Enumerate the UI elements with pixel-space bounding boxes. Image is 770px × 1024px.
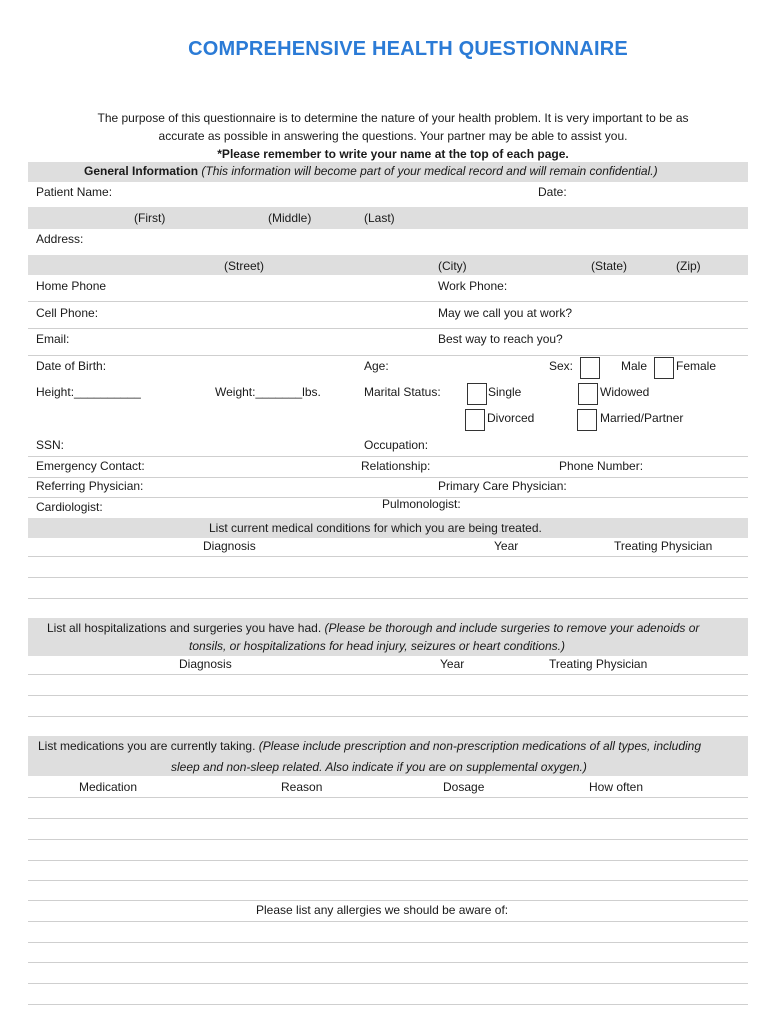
hospitalizations-heading: List all hospitalizations and surgeries you have had. (Please be thorough and include surgeries to remove your adenoids or xyxy=(47,621,700,635)
conditions-col-year: Year xyxy=(494,539,519,553)
divider xyxy=(28,942,748,943)
cardiologist-label: Cardiologist: xyxy=(36,500,103,514)
sex-female-checkbox[interactable] xyxy=(654,357,674,379)
male-label: Male xyxy=(621,359,648,373)
divider xyxy=(28,839,748,840)
conditions-col-diagnosis: Diagnosis xyxy=(203,539,256,553)
emergency-contact-label: Emergency Contact: xyxy=(36,459,145,473)
divider xyxy=(28,456,748,457)
sex-label: Sex: xyxy=(549,359,574,373)
hospitalizations-col-physician: Treating Physician xyxy=(549,657,648,671)
date-label: Date: xyxy=(538,185,567,199)
female-label: Female xyxy=(676,359,717,373)
divider xyxy=(28,880,748,881)
weight-label: Weight:_______lbs. xyxy=(215,385,321,399)
divider xyxy=(28,477,748,478)
divider xyxy=(28,818,748,819)
age-label: Age: xyxy=(364,359,389,373)
allergies-heading: Please list any allergies we should be aware of: xyxy=(256,903,509,917)
hospitalizations-col-diagnosis: Diagnosis xyxy=(179,657,232,671)
medications-col-medication: Medication xyxy=(79,780,138,794)
street-hint: (Street) xyxy=(224,259,265,273)
medications-col-how-often: How often xyxy=(589,780,644,794)
divider xyxy=(28,900,748,901)
divider xyxy=(28,983,748,984)
referring-physician-label: Referring Physician: xyxy=(36,479,144,493)
conditions-col-physician: Treating Physician xyxy=(614,539,713,553)
divider xyxy=(28,1004,748,1005)
marital-single-checkbox[interactable] xyxy=(467,383,487,405)
divider xyxy=(28,695,748,696)
middle-name-hint: (Middle) xyxy=(268,211,312,225)
divider xyxy=(28,716,748,717)
divider xyxy=(28,328,748,329)
medications-col-dosage: Dosage xyxy=(443,780,485,794)
cell-phone-label: Cell Phone: xyxy=(36,306,99,320)
ssn-label: SSN: xyxy=(36,438,65,452)
occupation-label: Occupation: xyxy=(364,438,429,452)
divider xyxy=(28,355,748,356)
call-at-work-label: May we call you at work? xyxy=(438,306,573,320)
intro-line-1: The purpose of this questionnaire is to determine the nature of your health problem. It is very important to be as xyxy=(97,111,689,125)
intro-line-2: accurate as possible in answering the questions. Your partner may be able to assist you. xyxy=(158,129,628,143)
marital-widowed-checkbox[interactable] xyxy=(578,383,598,405)
divorced-label: Divorced xyxy=(487,411,535,425)
first-name-hint: (First) xyxy=(134,211,166,225)
hospitalizations-col-year: Year xyxy=(440,657,465,671)
widowed-label: Widowed xyxy=(600,385,650,399)
marital-married-checkbox[interactable] xyxy=(577,409,597,431)
divider xyxy=(28,556,748,557)
relationship-label: Relationship: xyxy=(361,459,431,473)
married-partner-label: Married/Partner xyxy=(600,411,684,425)
intro-reminder: *Please remember to write your name at the top of each page. xyxy=(217,147,569,161)
state-hint: (State) xyxy=(591,259,628,273)
divider xyxy=(28,962,748,963)
medications-col-reason: Reason xyxy=(281,780,323,794)
address-parts-bar xyxy=(28,255,748,275)
general-info-heading: General Information (This information will become part of your medical record and will remain confidential.) xyxy=(84,164,658,178)
phone-number-label: Phone Number: xyxy=(559,459,644,473)
divider xyxy=(28,301,748,302)
marital-status-label: Marital Status: xyxy=(364,385,441,399)
zip-hint: (Zip) xyxy=(676,259,701,273)
divider xyxy=(28,577,748,578)
divider xyxy=(28,860,748,861)
last-name-hint: (Last) xyxy=(364,211,395,225)
city-hint: (City) xyxy=(438,259,467,273)
conditions-heading: List current medical conditions for which you are being treated. xyxy=(209,521,542,535)
patient-name-label: Patient Name: xyxy=(36,185,113,199)
pulmonologist-label: Pulmonologist: xyxy=(382,497,461,511)
medications-note: sleep and non-sleep related. Also indicate if you are on supplemental oxygen.) xyxy=(171,760,587,774)
divider xyxy=(28,598,748,599)
hospitalizations-note: tonsils, or hospitalizations for head injury, seizures or heart conditions.) xyxy=(189,639,565,653)
page-title: COMPREHENSIVE HEALTH QUESTIONNAIRE xyxy=(188,38,628,60)
best-way-label: Best way to reach you? xyxy=(438,332,563,346)
divider xyxy=(28,921,748,922)
medications-heading: List medications you are currently taking. (Please include prescription and non-prescription medications of all types, including xyxy=(38,739,702,753)
sex-male-checkbox[interactable] xyxy=(580,357,600,379)
work-phone-label: Work Phone: xyxy=(438,279,508,293)
divider xyxy=(28,797,748,798)
address-label: Address: xyxy=(36,232,84,246)
height-label: Height:__________ xyxy=(36,385,141,399)
primary-care-label: Primary Care Physician: xyxy=(438,479,567,493)
email-label: Email: xyxy=(36,332,70,346)
single-label: Single xyxy=(488,385,522,399)
dob-label: Date of Birth: xyxy=(36,359,107,373)
home-phone-label: Home Phone xyxy=(36,279,107,293)
divider xyxy=(28,674,748,675)
marital-divorced-checkbox[interactable] xyxy=(465,409,485,431)
